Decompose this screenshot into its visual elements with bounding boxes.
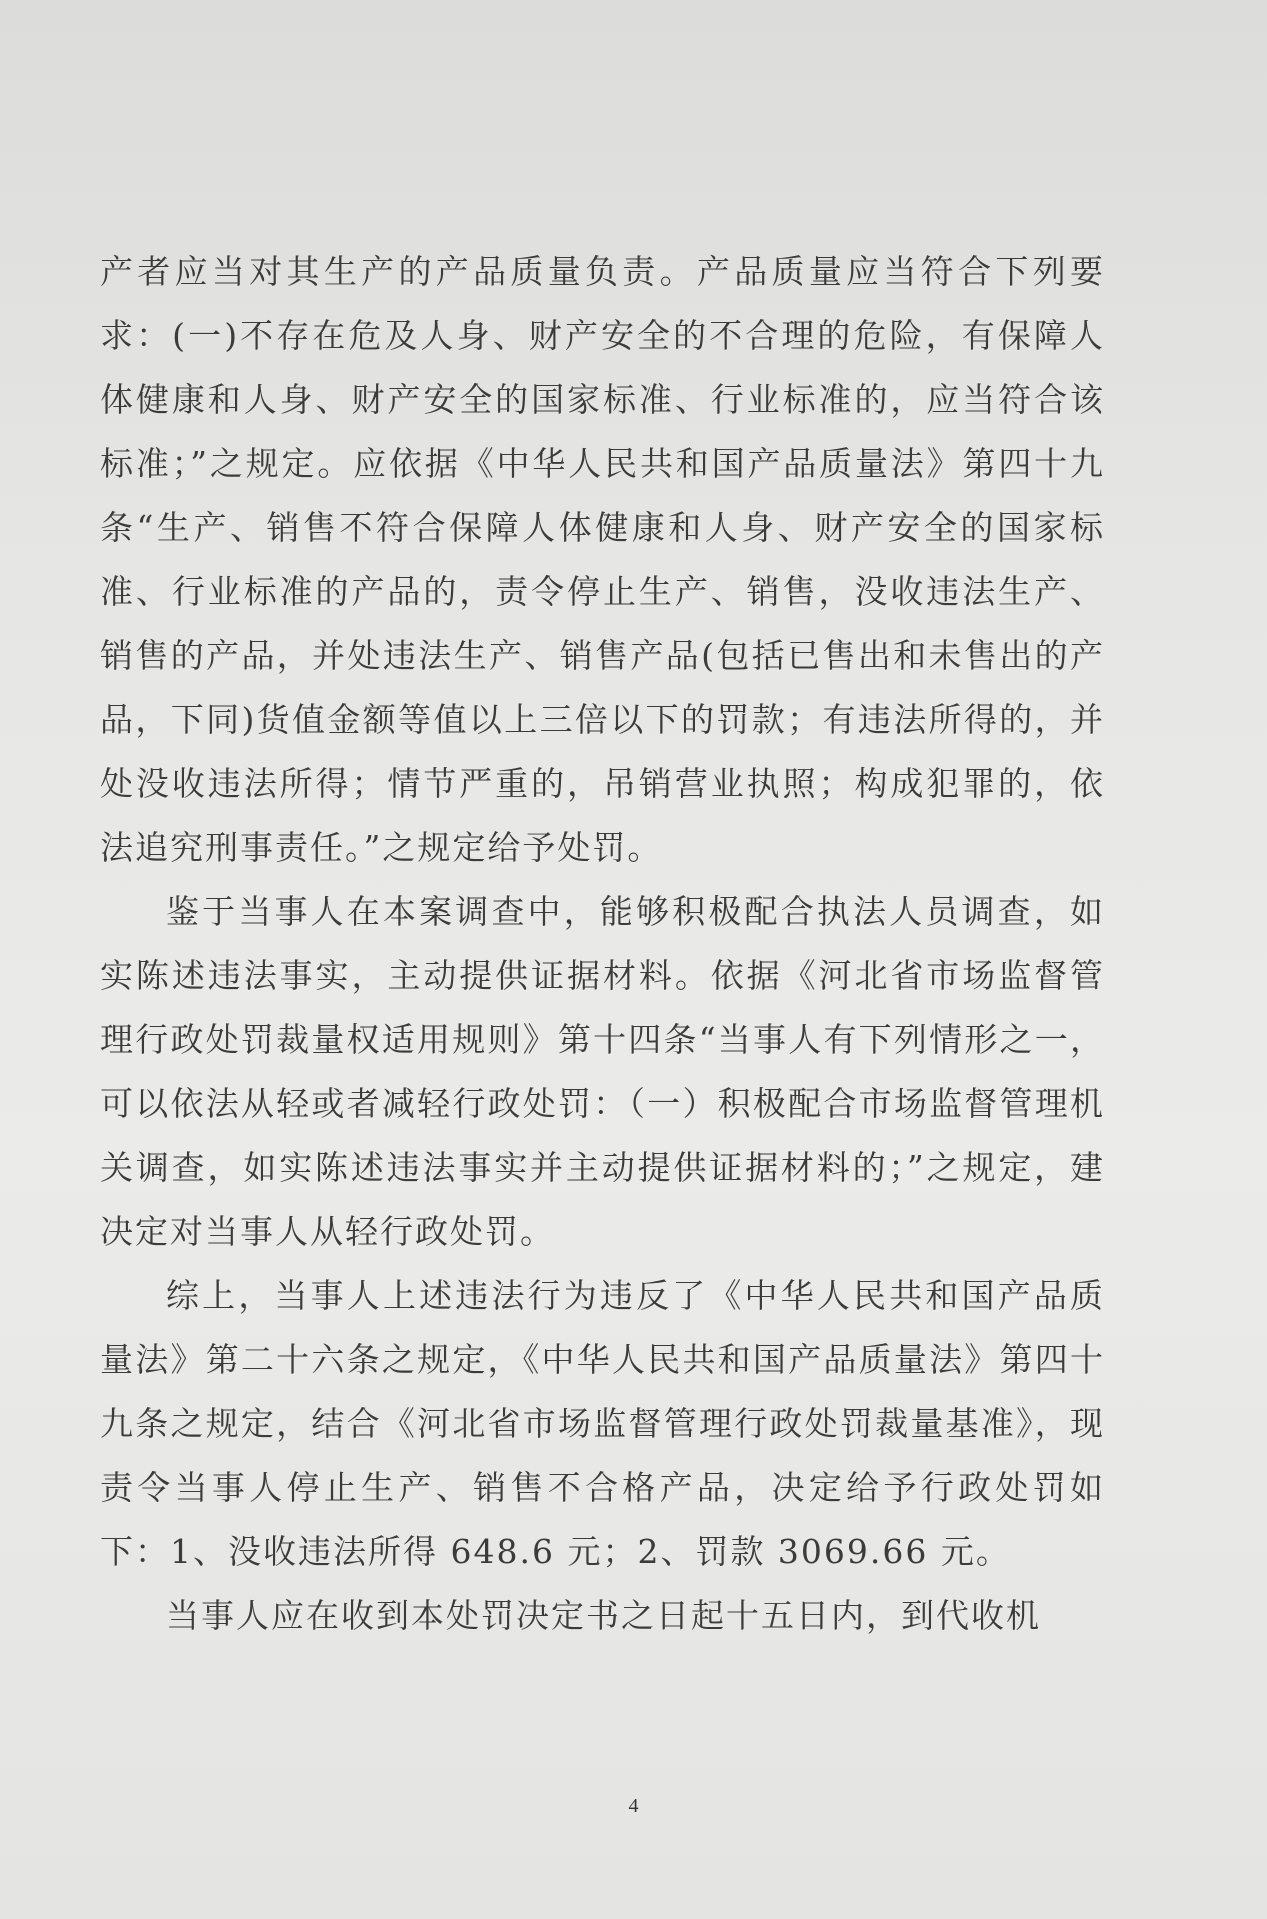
paragraph-continuation: 产者应当对其生产的产品质量负责。产品质量应当符合下列要求：(一)不存在危及人身、财产安全的不合理的危险，有保障人体健康和人身、财产安全的国家标准、行业标准的，应当符合该标准；”之规定。应依据《中华人民共和国产品质量法》第四十九条“生产、销售不符合保障人体健康和人身、财产安全的国家标准、行业标准的产品的，责令停止生产、销售，没收违法生产、销售的产品，并处违法生产、销售产品(包括已售出和未售出的产品，下同)货值金额等值以上三倍以下的罚款；有违法所得的，并处没收违法所得；情节严重的，吊销营业执照；构成犯罪的，依法追究刑事责任。”之规定给予处罚。 (100, 252, 1105, 867)
page-number: 4 (628, 1795, 639, 1817)
document-body (100, 240, 1105, 1648)
paragraph-conclusion: 综上，当事人上述违法行为违反了《中华人民共和国产品质量法》第二十六条之规定，《中华人民共和国产品质量法》第四十九条之规定，结合《河北省市场监督管理行政处罚裁量基准》，现责令当事人停止生产、销售不合格产品，决定给予行政处罚如下：1、没收违法所得 648.6 元；2、罚款 3069.66 元。 (100, 1276, 1105, 1571)
paragraph-payment: 当事人应在收到本处罚决定书之日起十五日内，到代收机 (166, 1596, 1041, 1635)
paragraph-mitigation: 鉴于当事人在本案调查中，能够积极配合执法人员调查，如实陈述违法事实，主动提供证据材料。依据《河北省市场监督管理行政处罚裁量权适用规则》第十四条“当事人有下列情形之一，可以依法从轻或者减轻行政处罚：（一）积极配合市场监督管理机关调查，如实陈述违法事实并主动提供证据材料的；”之规定，建决定对当事人从轻行政处罚。 (100, 892, 1105, 1251)
